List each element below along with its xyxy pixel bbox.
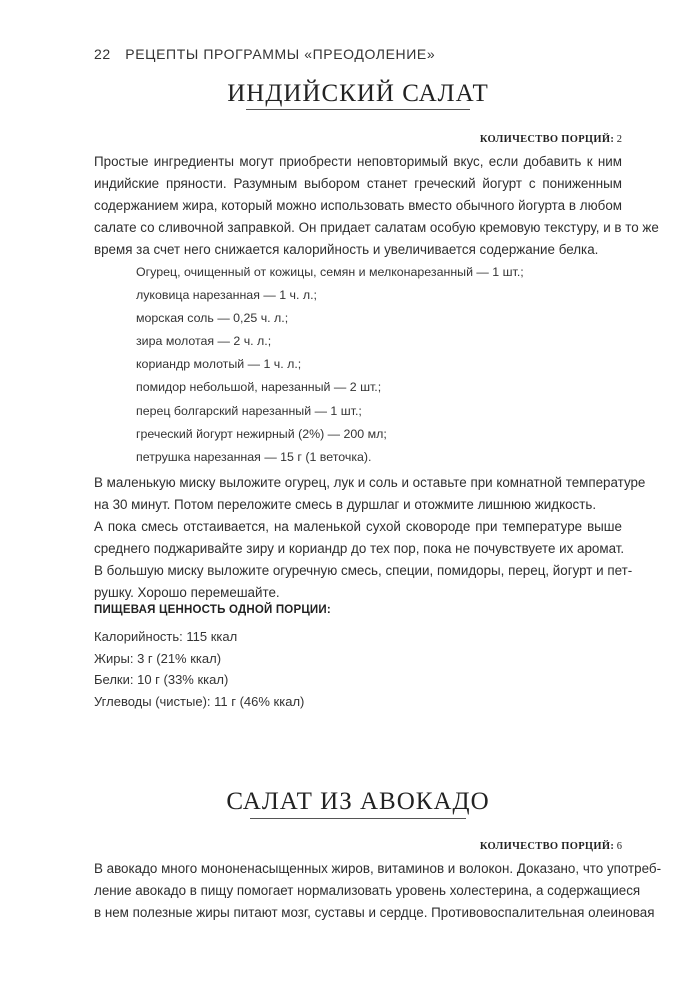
recipe-title-indian-salad: ИНДИЙСКИЙ САЛАТ bbox=[227, 80, 489, 107]
servings-label: КОЛИЧЕСТВО ПОРЦИЙ: bbox=[479, 841, 615, 852]
nutrition-heading: ПИЩЕВАЯ ЦЕННОСТЬ ОДНОЙ ПОРЦИИ: bbox=[94, 604, 331, 616]
recipe-method bbox=[94, 472, 646, 604]
page-number: 22 bbox=[94, 46, 111, 62]
title-underline bbox=[250, 818, 466, 819]
recipe-title-avocado-salad: САЛАТ ИЗ АВОКАДО bbox=[226, 788, 490, 815]
running-head bbox=[94, 46, 435, 62]
method-line: А пока смесь отстаивается, на маленькой сухой сковороде при температуре выше bbox=[94, 519, 622, 534]
ingredient-item: кориандр молотый — 1 ч. л.; bbox=[136, 357, 302, 372]
intro-line: в нем полезные жиры питают мозг, суставы и сердце. Противовоспалительная олеиновая bbox=[94, 905, 655, 920]
method-line: В большую миску выложите огуречную смесь, специи, помидоры, перец, йогурт и пет- bbox=[94, 563, 633, 578]
servings-label: КОЛИЧЕСТВО ПОРЦИЙ: bbox=[479, 134, 615, 145]
servings-value: 6 bbox=[616, 841, 622, 852]
intro-line: ление авокадо в пищу помогает нормализовать уровень холестерина, а содержащиеся bbox=[94, 883, 641, 898]
servings-line bbox=[480, 841, 622, 852]
nutrition-list bbox=[94, 626, 304, 712]
servings-line bbox=[480, 134, 622, 145]
intro-line: индийские пряности. Разумным выбором станет греческий йогурт с пониженным bbox=[94, 176, 622, 191]
method-line: на 30 минут. Потом переложите смесь в дуршлаг и отожмите лишнюю жидкость. bbox=[94, 497, 597, 512]
ingredient-item: петрушка нарезанная — 15 г (1 веточка). bbox=[136, 449, 372, 464]
ingredient-item: Огурец, очищенный от кожицы, семян и мелконарезанный — 1 шт.; bbox=[136, 265, 524, 279]
nutrition-item: Углеводы (чистые): 11 г (46% ккал) bbox=[94, 693, 305, 709]
method-line: среднего поджаривайте зиру и кориандр до тех пор, пока не почувствуете их аромат. bbox=[94, 541, 625, 556]
nutrition-item: Жиры: 3 г (21% ккал) bbox=[94, 650, 222, 666]
ingredient-item: луковица нарезанная — 1 ч. л.; bbox=[136, 288, 317, 303]
ingredient-item: перец болгарский нарезанный — 1 шт.; bbox=[136, 403, 362, 418]
section-title: РЕЦЕПТЫ ПРОГРАММЫ «ПРЕОДОЛЕНИЕ» bbox=[125, 46, 436, 62]
ingredient-item: зира молотая — 2 ч. л.; bbox=[136, 334, 272, 349]
method-line: В маленькую миску выложите огурец, лук и соль и оставьте при комнатной температуре bbox=[94, 475, 646, 490]
intro-line: салате со сливочной заправкой. Он придает салатам особую кремовую текстуру, и в то же bbox=[94, 220, 659, 235]
ingredients-list bbox=[136, 262, 616, 470]
ingredient-item: помидор небольшой, нарезанный — 2 шт.; bbox=[136, 380, 382, 395]
nutrition-item: Калорийность: 115 ккал bbox=[94, 629, 238, 644]
intro-line: В авокадо много мононенасыщенных жиров, витаминов и волокон. Доказано, что употреб- bbox=[94, 861, 662, 876]
recipe-intro bbox=[94, 151, 659, 261]
title-underline bbox=[246, 109, 470, 110]
ingredient-item: греческий йогурт нежирный (2%) — 200 мл; bbox=[136, 426, 387, 441]
servings-value: 2 bbox=[616, 134, 622, 145]
intro-line: время за счет него снижается калорийность и увеличивается содержание белка. bbox=[94, 242, 599, 257]
nutrition-item: Белки: 10 г (33% ккал) bbox=[94, 672, 229, 687]
recipe-intro bbox=[94, 858, 662, 924]
intro-line: содержанием жира, который можно использовать вместо обычного йогурта в любом bbox=[94, 198, 622, 213]
ingredient-item: морская соль — 0,25 ч. л.; bbox=[136, 311, 289, 326]
method-line: рушку. Хорошо перемешайте. bbox=[94, 585, 280, 600]
intro-line: Простые ингредиенты могут приобрести неповторимый вкус, если добавить к ним bbox=[94, 154, 622, 169]
